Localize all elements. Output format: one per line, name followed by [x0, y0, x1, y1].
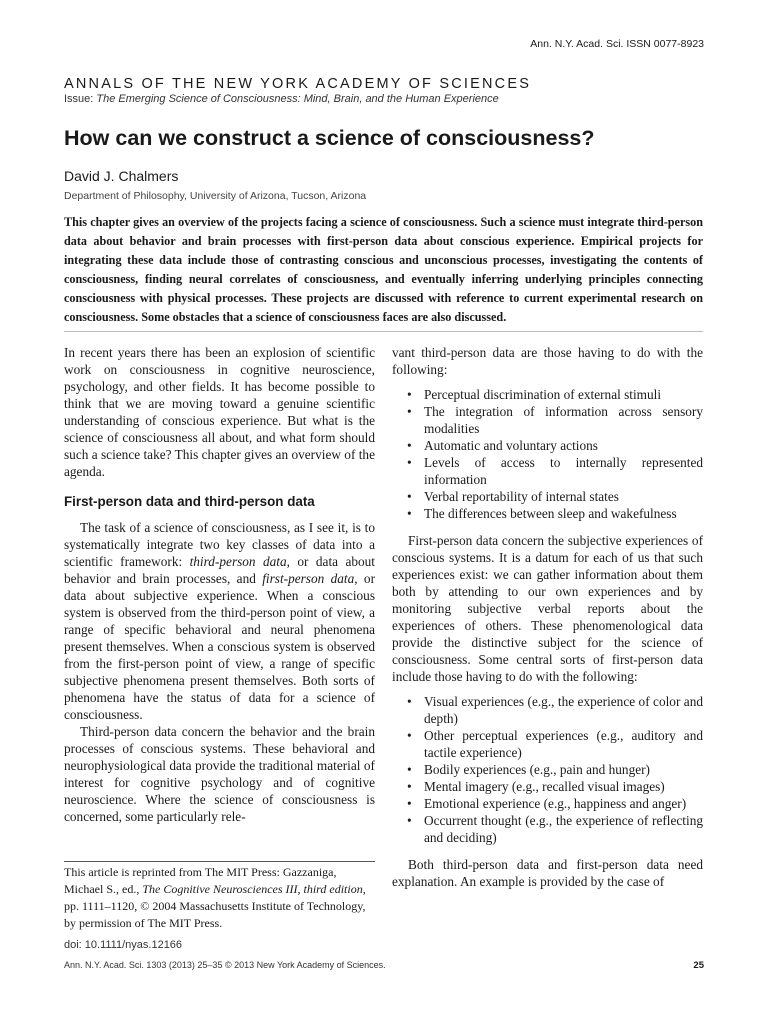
text-run: The task of a science of consciousness, as I see it, is to systematically integrate two key classes of data into a scientific framework: [64, 520, 375, 569]
abstract-divider [64, 331, 703, 332]
list-item: • Verbal reportability of internal states [392, 488, 703, 505]
issue-title: The Emerging Science of Consciousness: Mind, Brain, and the Human Experience [96, 93, 499, 105]
list-item: • Bodily experiences (e.g., pain and hunger) [392, 761, 703, 778]
list-item: • Other perceptual experiences (e.g., auditory and tactile experience) [392, 727, 703, 761]
list-item: • Occurrent thought (e.g., the experience of reflecting and deciding) [392, 812, 703, 846]
issue-label: Issue: [64, 93, 94, 105]
list-item: • Mental imagery (e.g., recalled visual images) [392, 778, 703, 795]
section-heading: First-person data and third-person data [64, 494, 315, 509]
author-name: David J. Chalmers [64, 168, 179, 184]
list-item: • Emotional experience (e.g., happiness and anger) [392, 795, 703, 812]
body-paragraph: Third-person data concern the behavior and the brain processes of conscious systems. These behavioral and neurophysiological data provide the traditional material of interest for cognitive psychology and of cognitive neuroscience. Where the science of consciousness is concerned, some particularly rele- [64, 724, 375, 824]
issue-line [64, 93, 499, 105]
intro-paragraph: In recent years there has been an explosion of scientific work on consciousness in cognitive neuroscience, psychology, and other fields. It has become possible to think that we are moving toward a genuine scientific understanding of conscious experience. But what is the science of consciousness all about, and what form should such a science take? This chapter gives an overview of the agenda. [64, 345, 375, 479]
journal-issn: Ann. N.Y. Acad. Sci. ISSN 0077-8923 [530, 38, 704, 50]
citation-line: Ann. N.Y. Acad. Sci. 1303 (2013) 25–35 © 2013 New York Academy of Sciences. [64, 960, 386, 970]
body-paragraph: First-person data concern the subjective experiences of conscious systems. It is a datum for each of us that such experiences exist: we can gather information about them both by attending to our own experiences and by monitoring subjective verbal reports about the experiences of others. These phenomenological data provide the distinctive subject for the science of consciousness. Some central sorts of first-person data include those having to do with the following: [392, 533, 703, 684]
body-paragraph: vant third-person data are those having to do with the following: [392, 345, 703, 377]
list-item: • The differences between sleep and wakefulness [392, 505, 703, 522]
list-item: • The integration of information across sensory modalities [392, 403, 703, 437]
text-run: This article is reprinted from The MIT Press: Gazzaniga, Michael S., ed., [64, 865, 337, 896]
emphasis-term: first-person data [262, 571, 355, 586]
left-column [64, 344, 375, 825]
list-item: • Perceptual discrimination of external stimuli [392, 386, 703, 403]
list-item: • Visual experiences (e.g., the experience of color and depth) [392, 693, 703, 727]
list-item: • Automatic and voluntary actions [392, 437, 703, 454]
footnote-divider [64, 861, 375, 862]
doi-link[interactable]: doi: 10.1111/nyas.12166 [64, 939, 183, 951]
first-person-data-list [392, 693, 703, 846]
text-run: , pp. 1111–1120, © 2004 Massachusetts Institute of Technology, by permission of The MIT Press. [64, 882, 366, 930]
article-title: How can we construct a science of consciousness? [64, 126, 595, 150]
footnote [64, 864, 375, 932]
journal-name: ANNALS OF THE NEW YORK ACADEMY OF SCIENCES [64, 76, 532, 92]
emphasis-term: third-person data [189, 554, 287, 569]
abstract: This chapter gives an overview of the projects facing a science of consciousness. Such a science must integrate third-person data about behavior and brain processes with first-person data about conscious experience. Empirical projects for integrating these data include those of contrasting conscious and unconscious processes, investigating the contents of consciousness, finding neural correlates of consciousness, and eventually inferring underlying principles connecting consciousness with physical processes. These projects are discussed with reference to current experimental research on consciousness. Some obstacles that a science of consciousness faces are also discussed. [64, 215, 703, 324]
text-run: , or data about subjective experience. When a conscious system is observed from the third-person point of view, a range of specific behavioral and neural phenomena present themselves. When a conscious system is observed from the first-person point of view, a range of specific subjective phenomena present themselves. Both sorts of phenomena have the status of data for a science of consciousness. [64, 571, 376, 722]
right-column [392, 344, 703, 890]
text-run: , or data about behavior and brain processes, and [64, 554, 375, 586]
page-number: 25 [693, 960, 704, 971]
third-person-data-list [392, 386, 703, 522]
book-title: The Cognitive Neurosciences III, third edition [142, 882, 363, 896]
body-paragraph: Both third-person data and first-person data need explanation. An example is provided by the case of [392, 857, 703, 889]
list-item: • Levels of access to internally represented information [392, 454, 703, 488]
author-affiliation: Department of Philosophy, University of Arizona, Tucson, Arizona [64, 190, 367, 202]
body-paragraph [64, 519, 375, 723]
